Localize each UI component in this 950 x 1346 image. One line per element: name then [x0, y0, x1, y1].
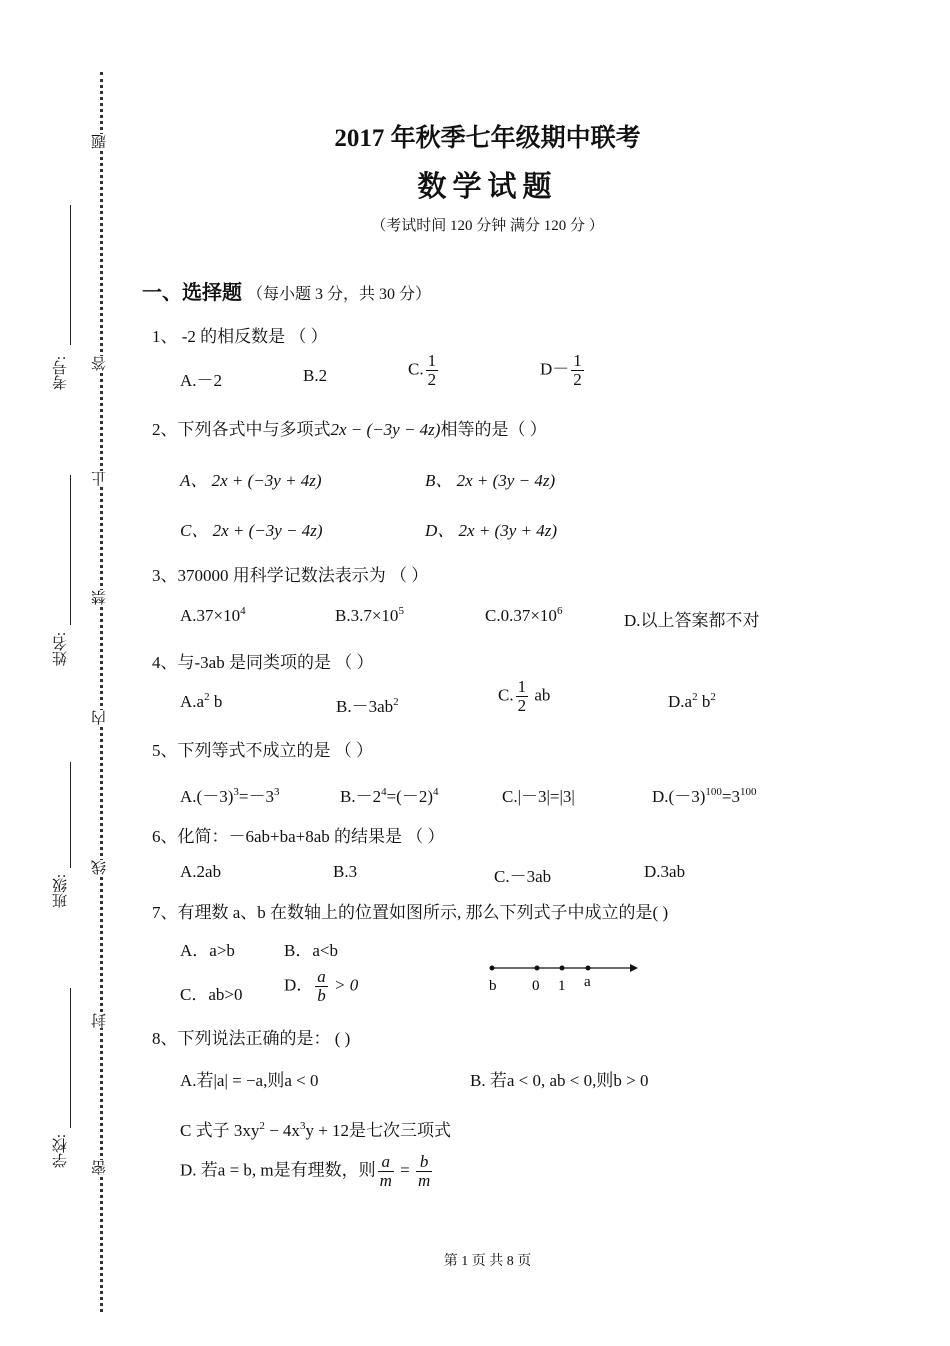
class-label: 班级: [53, 874, 69, 909]
label-a: a [584, 974, 591, 990]
q1-option-b[interactable]: B.2 [303, 366, 328, 385]
q8-option-c[interactable] [180, 1116, 451, 1141]
q4-option-a[interactable] [180, 692, 222, 712]
q2-option-b[interactable]: B、 2x + (3y − 4z) [425, 471, 556, 490]
page-number: 第 1 页 共 8 页 [443, 1254, 532, 1269]
seal-char: 禁 [92, 590, 108, 605]
section-heading [142, 276, 431, 305]
q2-option-c[interactable]: C、 2x + (−3y − 4z) [180, 521, 323, 540]
q6-option-b[interactable]: B.3 [333, 862, 358, 881]
numerator: 1 [517, 677, 527, 696]
option-text: A.a [180, 692, 205, 711]
option-text: A.(－3) [180, 787, 234, 806]
label-b: b [489, 978, 497, 994]
fraction [378, 1153, 394, 1190]
exponent: 5 [398, 605, 404, 617]
fraction [315, 968, 328, 1005]
option-prefix: D． [284, 975, 314, 995]
option-text: =(－2) [386, 787, 434, 806]
q7-option-a[interactable]: A．a>b [180, 941, 235, 960]
q1-option-d[interactable] [540, 352, 586, 389]
numerator: a [317, 967, 326, 986]
q2-option-d[interactable]: D、 2x + (3y + 4z) [425, 521, 557, 540]
q4-option-b[interactable] [336, 692, 399, 717]
option-prefix: D. 若a = b, m是有理数，则 [180, 1160, 376, 1180]
section-note: （每小题 3 分，共 30 分） [247, 286, 432, 303]
fraction [426, 352, 439, 389]
denominator: b [317, 985, 326, 1005]
label-zero: 0 [532, 978, 540, 994]
exponent: 2 [710, 691, 716, 703]
question-6: 6、化简：－6ab+ba+8ab 的结果是 （ ） [152, 827, 445, 846]
option-text: b [209, 692, 223, 711]
q1-option-a[interactable]: A.－2 [180, 371, 223, 390]
option-text: =－3 [238, 787, 274, 806]
denominator: 2 [573, 369, 582, 389]
question-1: 1、 -2 的相反数是 （ ） [152, 327, 328, 346]
exponent: 2 [393, 696, 399, 708]
exponent: 4 [240, 605, 246, 617]
exponent: 2 [259, 1120, 265, 1132]
point-zero [535, 966, 540, 971]
section-title: 一、选择题 [142, 282, 242, 304]
point-one [560, 966, 565, 971]
option-text: D.(－3) [652, 787, 706, 806]
option-text: B.－2 [340, 787, 382, 806]
option-text: A.37×10 [180, 606, 241, 625]
denominator: m [418, 1170, 431, 1190]
exam-number-label: 考号: [53, 356, 69, 391]
q5-option-c[interactable]: C.|－3|=|3| [502, 787, 575, 806]
q1-option-c[interactable] [408, 352, 440, 389]
exponent: 4 [381, 786, 387, 798]
fraction [516, 678, 529, 715]
exam-info: （考试时间 120 分钟 满分 120 分 ） [371, 218, 604, 234]
option-text: − 4x [264, 1121, 300, 1140]
school-line[interactable] [70, 988, 71, 1128]
equals-sign: = [395, 1160, 415, 1180]
exponent: 3 [233, 786, 239, 798]
option-text: B.3.7×10 [335, 606, 399, 625]
q3-option-b[interactable] [335, 606, 404, 626]
seal-char: 题 [92, 134, 108, 149]
numerator: 1 [427, 351, 437, 370]
question-7: 7、有理数 a、b 在数轴上的位置如图所示, 那么下列式子中成立的是( ) [152, 903, 669, 922]
binding-dotted-line [100, 72, 103, 1312]
fraction [571, 352, 584, 389]
q5-option-d[interactable] [652, 782, 756, 807]
exponent: 6 [556, 605, 563, 617]
q6-option-d[interactable]: D.3ab [644, 862, 686, 881]
exponent: 2 [692, 691, 698, 703]
q7-option-b[interactable]: B．a<b [284, 941, 338, 960]
seal-char: 内 [92, 710, 108, 725]
option-text: > 0 [329, 975, 359, 995]
q4-option-c[interactable] [498, 678, 550, 715]
option-text: C 式子 3xy [180, 1121, 260, 1140]
option-text: C.0.37×10 [485, 606, 557, 625]
seal-char: 线 [92, 860, 108, 875]
option-prefix: C. [498, 685, 514, 705]
q7-option-d[interactable] [284, 968, 358, 1005]
stem-expression: 2x − (−3y − 4z) [330, 420, 441, 439]
label-one: 1 [558, 978, 566, 994]
option-text: b [697, 692, 711, 711]
point-b [490, 966, 495, 971]
q5-option-a[interactable] [180, 782, 279, 807]
name-label: 姓名: [53, 632, 69, 667]
stem-text: 相等的是（ ） [440, 420, 547, 439]
option-prefix: C. [408, 359, 424, 379]
numerator: b [416, 1153, 432, 1172]
point-a [586, 966, 591, 971]
question-8: 8、下列说法正确的是： ( ) [152, 1029, 351, 1048]
question-2 [152, 415, 547, 440]
exponent: 4 [433, 786, 439, 798]
option-text: y + 12是七次三项式 [305, 1121, 452, 1140]
q8-option-b[interactable]: B. 若a < 0, ab < 0,则b > 0 [470, 1071, 649, 1090]
number-line-figure [470, 956, 650, 996]
question-4: 4、与-3ab 是同类项的是 （ ） [152, 653, 374, 672]
option-prefix: D－ [540, 359, 570, 379]
option-text: ab [530, 685, 551, 705]
exponent: 2 [204, 691, 210, 703]
numerator: a [378, 1153, 394, 1172]
subject-title: 数学试题 [417, 171, 558, 203]
denominator: 2 [427, 369, 437, 389]
exponent: 100 [705, 786, 722, 798]
school-label: 学校: [53, 1134, 69, 1169]
question-5: 5、下列等式不成立的是 （ ） [152, 741, 373, 760]
seal-char: 封 [92, 1013, 108, 1028]
denominator: m [379, 1170, 392, 1190]
q8-option-d[interactable] [180, 1153, 434, 1190]
q3-option-a[interactable] [180, 606, 246, 626]
exponent: 100 [739, 786, 757, 798]
option-text: B.－3ab [336, 697, 394, 716]
option-text: =3 [721, 787, 740, 806]
seal-char: 止 [92, 471, 108, 486]
q8-option-a[interactable]: A.若|a| = −a,则a < 0 [180, 1071, 319, 1090]
number-line-arrow [630, 964, 638, 972]
fraction [416, 1153, 432, 1190]
seal-char: 答 [92, 356, 108, 371]
exponent: 3 [299, 1120, 306, 1132]
name-line[interactable] [70, 475, 71, 625]
numerator: 1 [573, 351, 582, 370]
seal-char: 密 [92, 1160, 108, 1175]
stem-text: 2、下列各式中与多项式 [152, 420, 331, 439]
q6-option-a[interactable]: A.2ab [180, 862, 222, 881]
q3-option-c[interactable] [485, 606, 562, 626]
class-line[interactable] [70, 762, 71, 868]
q5-option-b[interactable] [340, 782, 439, 807]
q2-option-a[interactable]: A、 2x + (−3y + 4z) [180, 471, 322, 490]
q3-option-d[interactable]: D.以上答案都不对 [624, 611, 760, 630]
q6-option-c[interactable]: C.－3ab [494, 867, 552, 886]
exponent: 3 [273, 786, 280, 798]
q4-option-d[interactable] [668, 692, 716, 712]
denominator: 2 [517, 695, 527, 715]
exam-title: 2017 年秋季七年级期中联考 [334, 125, 641, 152]
q7-option-c[interactable]: C．ab>0 [180, 985, 243, 1004]
question-3: 3、370000 用科学记数法表示为 （ ） [152, 566, 429, 585]
option-text: D.a [668, 692, 693, 711]
